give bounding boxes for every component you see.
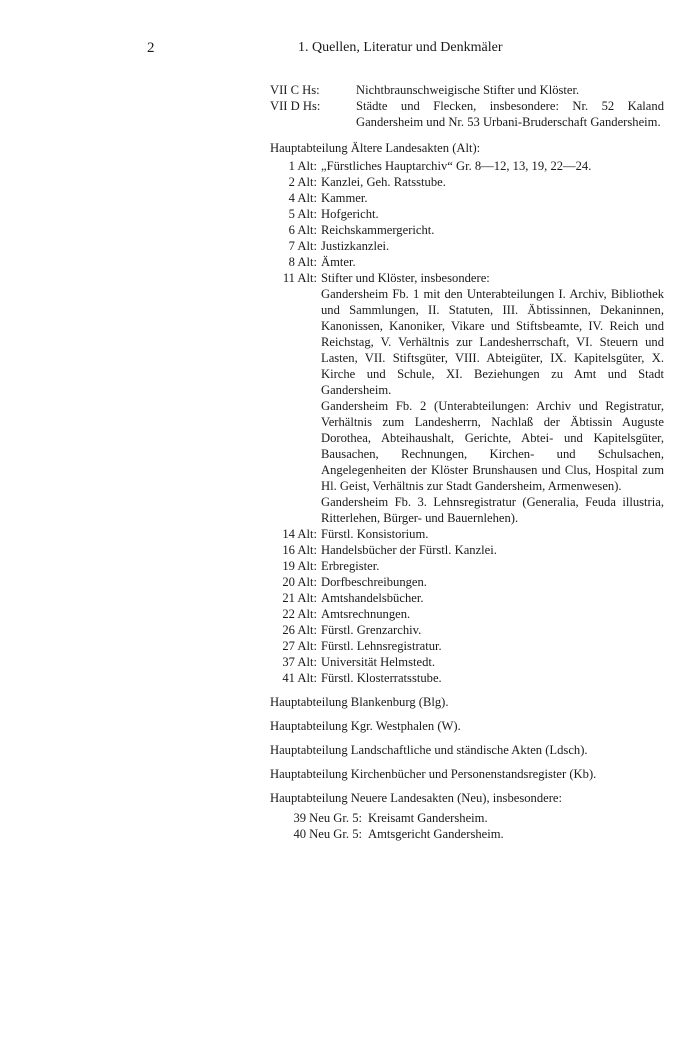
entry-code: 6 Alt: (288, 223, 317, 237)
entry-text: Städte und Flecken, insbesondere: Nr. 52 Kaland Gandersheim und Nr. 53 Urbani-Bruderschaft Gandersheim. (356, 99, 664, 129)
entry-text: Dorfbeschreibungen. (321, 575, 427, 589)
running-head: 1. Quellen, Literatur und Denkmäler (298, 40, 503, 55)
entry-code: 7 Alt: (288, 239, 317, 253)
entry-text: Fürstl. Lehnsregistratur. (321, 639, 442, 653)
list-item (270, 222, 664, 238)
entry-code: VII C Hs: (270, 83, 320, 97)
list-item (270, 558, 664, 574)
entry-text: Fürstl. Klosterratsstube. (321, 671, 442, 685)
entry-text: Fürstl. Grenzarchiv. (321, 623, 422, 637)
entry-text: Hofgericht. (321, 207, 379, 221)
entry-text: Universität Helmstedt. (321, 655, 436, 669)
section-heading-alt: Hauptabteilung Ältere Landesakten (Alt): (270, 141, 481, 155)
entry-code: 16 Alt: (282, 543, 317, 557)
entry-text: Amtsgericht Gandersheim. (368, 827, 504, 841)
page-body (270, 82, 664, 842)
entry-code: 2 Alt: (288, 175, 317, 189)
entry-code: 41 Alt: (282, 671, 317, 685)
hs-entry (270, 82, 664, 98)
list-item (270, 826, 664, 842)
entry-code: 11 Alt: (282, 271, 317, 285)
neu-list (270, 810, 664, 842)
list-item (270, 526, 664, 542)
entry-code: 21 Alt: (282, 591, 317, 605)
section-heading-ldsch: Hauptabteilung Landschaftliche und ständische Akten (Ldsch). (270, 743, 588, 757)
entry-text: Justizkanzlei. (321, 239, 390, 253)
list-item (270, 590, 664, 606)
list-item (270, 542, 664, 558)
entry-code: 19 Alt: (282, 559, 317, 573)
entry-text: Amtsrechnungen. (321, 607, 411, 621)
entry-code: 20 Alt: (282, 575, 317, 589)
list-item (270, 810, 664, 826)
entry-code: 14 Alt: (282, 527, 317, 541)
section-heading-neu: Hauptabteilung Neuere Landesakten (Neu), insbesondere: (270, 791, 562, 805)
list-item (270, 158, 664, 174)
entry-code: 5 Alt: (288, 207, 317, 221)
list-item (270, 270, 664, 286)
page-number: 2 (147, 40, 155, 56)
alt-11-sub-1: Gandersheim Fb. 1 mit den Unterabteilungen I. Archiv, Bibliothek und Sammlungen, II. Statuten, III. Äbtissinnen, Dekaninnen, Kanonissen, Kanoniker, Vikare und Stiftsbeamte, IV. Reich und Reichstag, V. Verhältnis zur Landesherrschaft, VI. Steuern und Lasten, VII. Stiftsgüter, VIII. Abteigüter, IX. Kapitelsgüter, X. Kirche und Schule, XI. Beziehungen zu Amt und Stadt Gandersheim. (321, 287, 664, 397)
entry-code: 8 Alt: (288, 255, 317, 269)
entry-code: 1 Alt: (288, 159, 317, 173)
list-item (270, 190, 664, 206)
entry-text: Kreisamt Gandersheim. (368, 811, 488, 825)
entry-text: Amtshandelsbücher. (321, 591, 424, 605)
alt-list-b (270, 526, 664, 686)
list-item (270, 238, 664, 254)
list-item (270, 574, 664, 590)
entry-code: 37 Alt: (282, 655, 317, 669)
entry-text: Handelsbücher der Fürstl. Kanzlei. (321, 543, 497, 557)
entry-text: Kammer. (321, 191, 368, 205)
entry-text: Stifter und Klöster, insbesondere: (321, 271, 490, 285)
alt-11-sub-3: Gandersheim Fb. 3. Lehnsregistratur (Generalia, Feuda illustria, Ritterlehen, Bürger- und Bauernlehen). (321, 495, 664, 525)
entry-text: Ämter. (321, 255, 356, 269)
entry-code: VII D Hs: (270, 99, 321, 113)
entry-text: Nichtbraunschweigische Stifter und Klöster. (356, 83, 580, 97)
list-item (270, 254, 664, 270)
entry-code: 26 Alt: (282, 623, 317, 637)
hs-entry (270, 98, 664, 130)
list-item (270, 206, 664, 222)
list-item (270, 670, 664, 686)
list-item (270, 622, 664, 638)
list-item (270, 174, 664, 190)
alt-11-sub-2: Gandersheim Fb. 2 (Unterabteilungen: Archiv und Registratur, Verhältnis zum Landesherrn, Nachlaß der Äbtissin Auguste Dorothea, Abteihaushalt, Gerichte, Abtei- und Kapitelsgüter, Bausachen, Rechnungen, Kirchen- und Schulsachen, Angelegenheiten der Klöster Brunshausen und Clus, Hospital zum Hl. Geist, Verhältnis zur Stadt Gandersheim, Armenwesen). (321, 399, 664, 493)
entry-code: 4 Alt: (288, 191, 317, 205)
entry-text: Reichskammergericht. (321, 223, 435, 237)
entry-text: Erbregister. (321, 559, 380, 573)
entry-text: Fürstl. Konsistorium. (321, 527, 429, 541)
entry-text: „Fürstliches Hauptarchiv“ Gr. 8—12, 13, 19, 22—24. (321, 159, 592, 173)
list-item (270, 606, 664, 622)
entry-code: 40 Neu Gr. 5: (293, 827, 362, 841)
alt-list-a (270, 158, 664, 286)
entry-code: 27 Alt: (282, 639, 317, 653)
list-item (270, 638, 664, 654)
entry-code: 22 Alt: (282, 607, 317, 621)
section-heading-blg: Hauptabteilung Blankenburg (Blg). (270, 695, 449, 709)
section-heading-kb: Hauptabteilung Kirchenbücher und Personenstandsregister (Kb). (270, 767, 597, 781)
entry-text: Kanzlei, Geh. Ratsstube. (321, 175, 446, 189)
entry-code: 39 Neu Gr. 5: (293, 811, 362, 825)
section-heading-w: Hauptabteilung Kgr. Westphalen (W). (270, 719, 461, 733)
list-item (270, 654, 664, 670)
